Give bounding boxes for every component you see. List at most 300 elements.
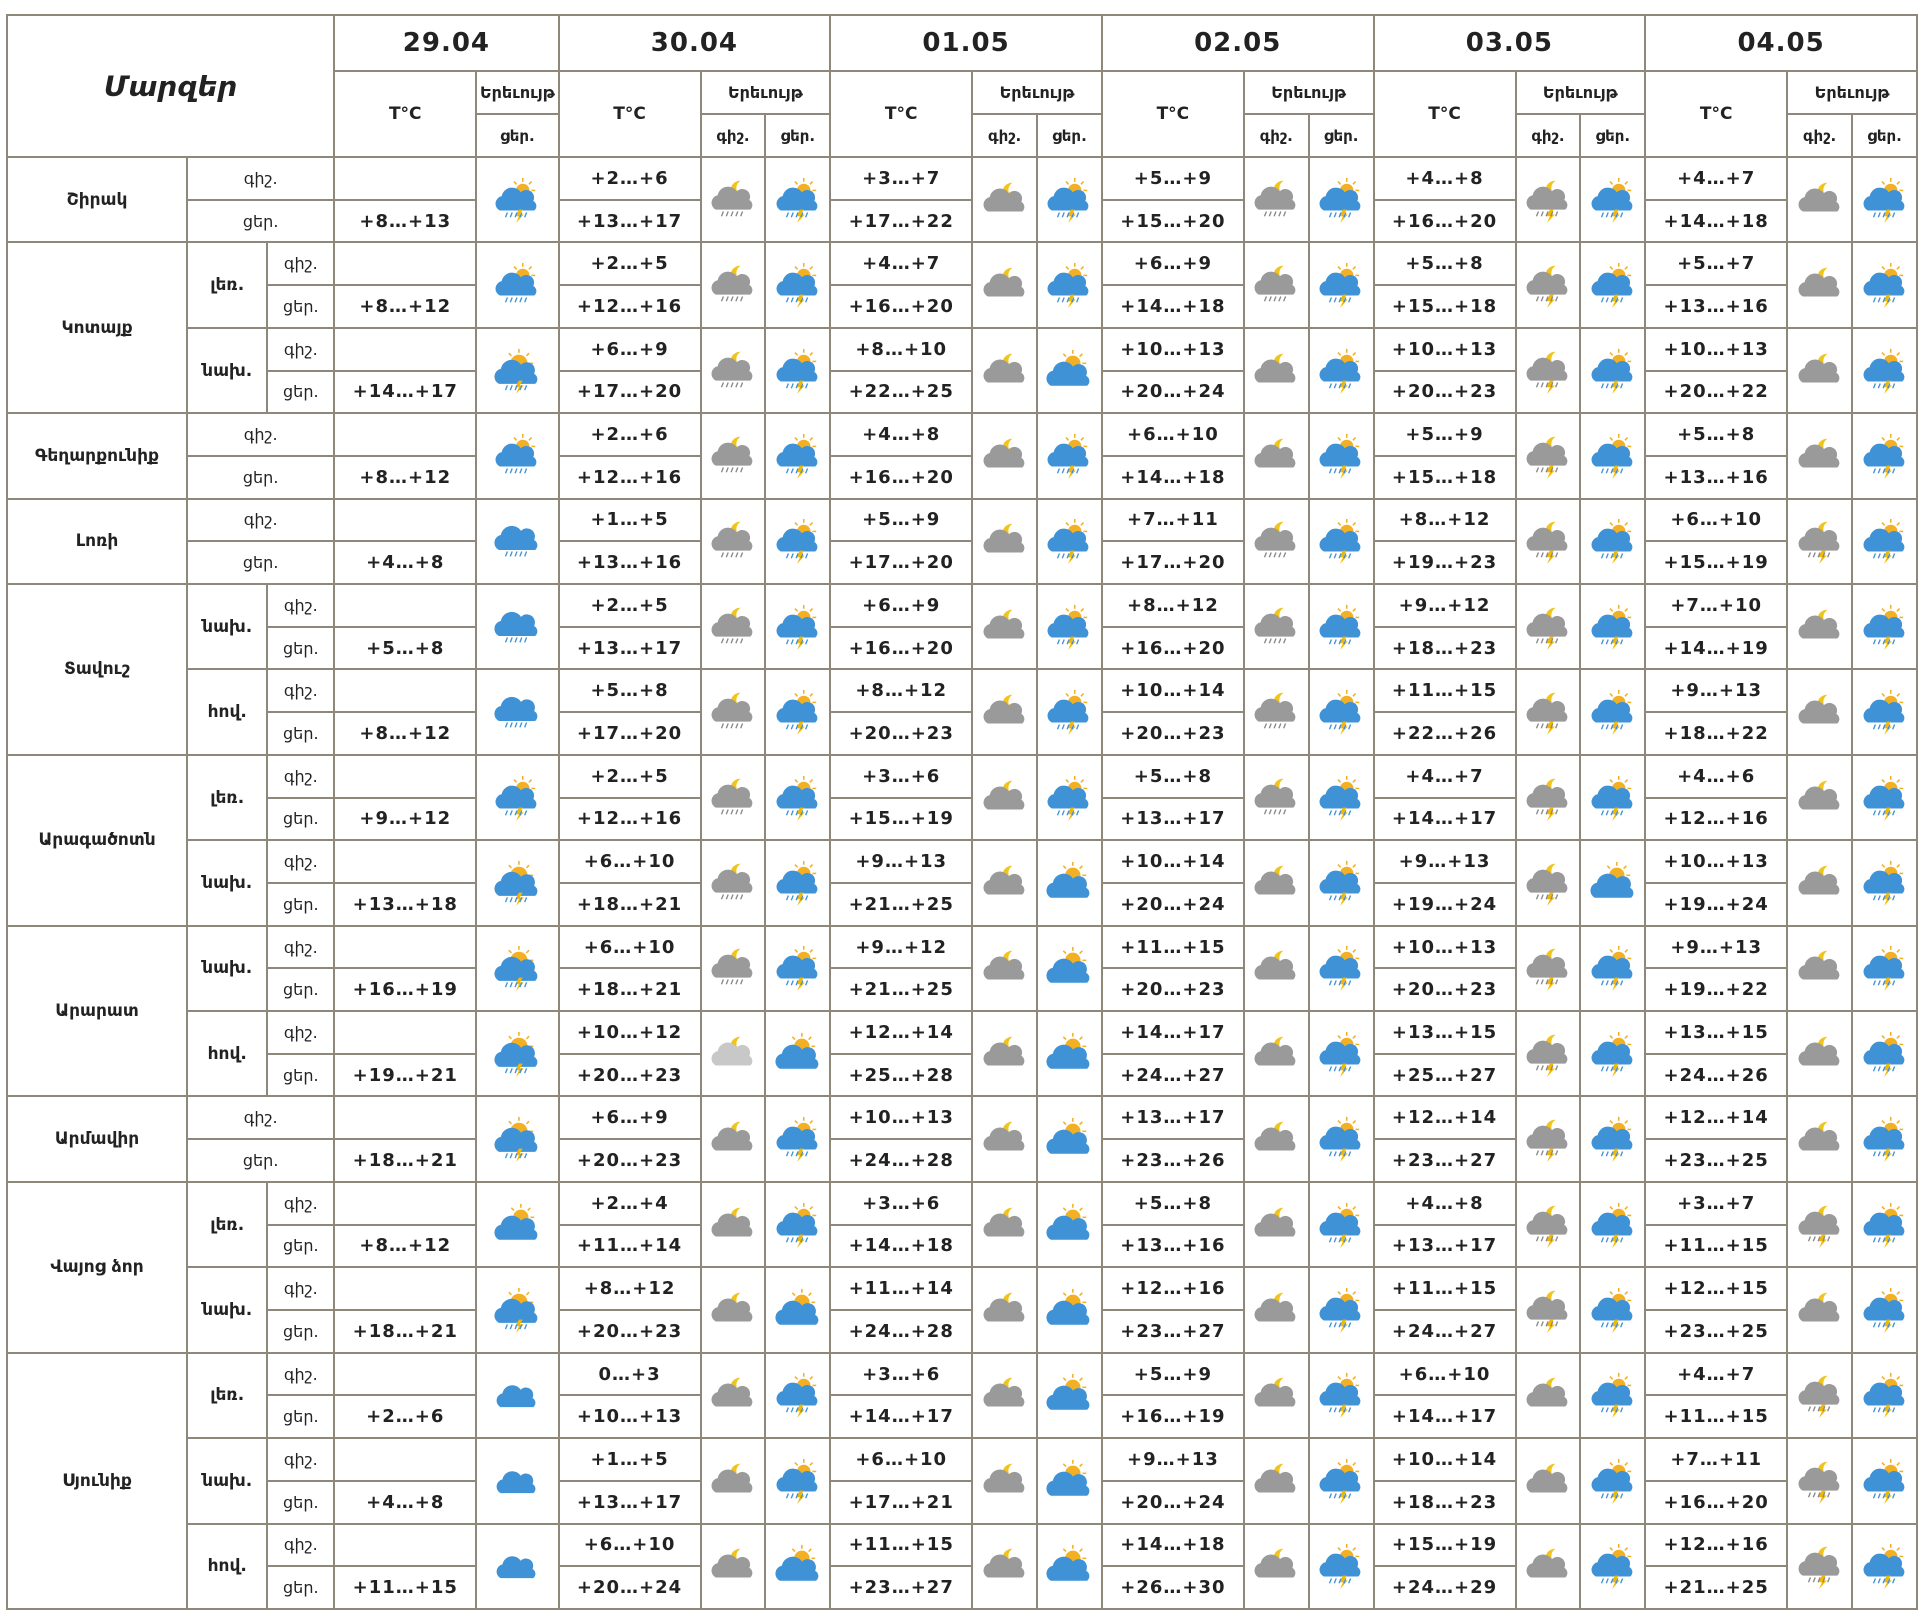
sun-cloud-storm-icon [766, 348, 829, 394]
day-weather [765, 669, 830, 754]
sun-cloud-storm-icon [1853, 775, 1916, 821]
day-weather [1852, 1438, 1917, 1523]
day-weather [1309, 157, 1374, 242]
night-temp: +9…+12 [830, 926, 972, 969]
sun-cloud-storm-icon [1853, 1458, 1916, 1504]
moon-cloud-storm-icon [1517, 604, 1580, 650]
day-weather [1309, 1524, 1374, 1610]
sun-cloud-storm-icon [1038, 177, 1101, 223]
table-row [7, 1353, 1917, 1396]
day-temp: +24…+27 [1374, 1310, 1516, 1353]
night-temp: +5…+9 [1102, 157, 1244, 200]
day-weather [1037, 242, 1102, 327]
day-label: ցեր. [267, 285, 334, 328]
night-weather [1516, 1267, 1581, 1352]
day-weather [1309, 926, 1374, 1011]
day-temp: +14…+17 [1374, 1395, 1516, 1438]
day-weather [1037, 413, 1102, 498]
day-weather [1580, 413, 1645, 498]
night-label: գիշ. [267, 755, 334, 798]
moon-cloud-storm-icon [1788, 1543, 1851, 1589]
moon-cloud-icon [1245, 1202, 1308, 1248]
night-temp [334, 755, 476, 798]
day-temp: +14…+18 [1102, 456, 1244, 499]
day-label: ցեր. [187, 1139, 334, 1182]
sun-cloud-blue-icon [1038, 860, 1101, 906]
moon-cloud-storm-icon [1517, 1202, 1580, 1248]
night-subheader: գիշ. [701, 114, 766, 157]
day-temp: +14…+17 [334, 371, 476, 414]
night-temp: +8…+10 [830, 328, 972, 371]
day-temp: +20…+24 [1102, 371, 1244, 414]
table-row [7, 669, 1917, 712]
day-temp: +4…+8 [334, 541, 476, 584]
day-weather [1309, 413, 1374, 498]
day-temp: +16…+19 [334, 968, 476, 1011]
moon-cloud-icon [973, 433, 1036, 479]
day-temp: +23…+25 [1645, 1139, 1787, 1182]
sun-cloud-blue-icon [1038, 945, 1101, 991]
sun-cloud-storm-icon [1310, 1031, 1373, 1077]
night-weather [1787, 499, 1852, 584]
day-temp: +17…+20 [830, 541, 972, 584]
subregion-label: լեռ. [187, 755, 267, 840]
night-weather [1787, 1524, 1852, 1610]
day-temp: +14…+18 [830, 1225, 972, 1268]
day-temp: +12…+16 [559, 798, 701, 841]
night-weather [1516, 328, 1581, 413]
day-temp: +20…+23 [559, 1310, 701, 1353]
table-row [7, 1524, 1917, 1567]
night-label: գիշ. [187, 157, 334, 200]
moon-cloud-storm-icon [1788, 518, 1851, 564]
temp-header: T°C [830, 71, 972, 157]
moon-cloud-icon [1245, 433, 1308, 479]
night-weather [1244, 584, 1309, 669]
night-label: գիշ. [267, 926, 334, 969]
moon-cloud-icon [1517, 1458, 1580, 1504]
moon-cloud-rain-icon [702, 945, 765, 991]
moon-cloud-storm-icon [1517, 1031, 1580, 1077]
sun-cloud-storm-icon [1581, 348, 1644, 394]
moon-cloud-rain-icon [702, 775, 765, 821]
moon-cloud-storm-icon [1517, 775, 1580, 821]
sun-cloud-blue-icon [1038, 1031, 1101, 1077]
moon-cloud-storm-icon [1517, 177, 1580, 223]
day-weather [765, 1011, 830, 1096]
sun-cloud-storm-icon [766, 689, 829, 735]
night-temp [334, 1011, 476, 1054]
header-row-dates [7, 15, 1917, 71]
night-temp [334, 1096, 476, 1139]
day-temp: +8…+12 [334, 712, 476, 755]
night-temp: +3…+7 [1645, 1182, 1787, 1225]
table-row [7, 1438, 1917, 1481]
day-temp: +13…+17 [1374, 1225, 1516, 1268]
day-temp: +9…+12 [334, 798, 476, 841]
moon-cloud-icon [973, 262, 1036, 308]
table-row [7, 413, 1917, 456]
night-weather [1787, 584, 1852, 669]
day-temp: +19…+23 [1374, 541, 1516, 584]
night-weather [1516, 157, 1581, 242]
moon-cloud-icon [973, 518, 1036, 564]
sun-cloud-storm-wide-icon [477, 1116, 557, 1162]
day-temp: +11…+15 [1645, 1395, 1787, 1438]
night-temp: +6…+9 [559, 1096, 701, 1139]
day-weather [1309, 669, 1374, 754]
night-temp: +5…+7 [1645, 242, 1787, 285]
cloud-blue-icon [477, 1458, 557, 1504]
table-row [7, 1011, 1917, 1054]
day-weather [1037, 926, 1102, 1011]
day-temp: +20…+23 [830, 712, 972, 755]
night-weather [701, 157, 766, 242]
sun-cloud-storm-icon [766, 945, 829, 991]
day-temp: +22…+26 [1374, 712, 1516, 755]
day-weather [476, 1267, 558, 1352]
day-weather [1852, 1353, 1917, 1438]
night-temp [334, 1438, 476, 1481]
moon-cloud-rain-icon [702, 262, 765, 308]
sun-cloud-storm-wide-icon [477, 1031, 557, 1077]
sun-cloud-rain-icon [477, 262, 557, 308]
day-subheader: ցեր. [765, 114, 830, 157]
subregion-label: նախ. [187, 926, 267, 1011]
day-weather [476, 926, 558, 1011]
day-temp: +20…+23 [1374, 371, 1516, 414]
night-temp: +10…+14 [1374, 1438, 1516, 1481]
night-temp: +9…+13 [1645, 669, 1787, 712]
sun-cloud-storm-icon [1853, 348, 1916, 394]
moon-cloud-icon [1788, 1116, 1851, 1162]
night-temp: +9…+13 [1645, 926, 1787, 969]
night-weather [701, 840, 766, 925]
night-temp [334, 1524, 476, 1567]
moon-cloud-rain-icon [1245, 262, 1308, 308]
sun-cloud-blue-icon [1038, 1116, 1101, 1162]
moon-cloud-icon [973, 348, 1036, 394]
night-temp: +12…+14 [1645, 1096, 1787, 1139]
moon-cloud-icon [973, 689, 1036, 735]
night-weather [972, 242, 1037, 327]
phenomenon-header: Երեւույթ [701, 71, 831, 114]
sun-cloud-blue-icon [766, 1543, 829, 1589]
day-temp: +20…+24 [1102, 883, 1244, 926]
day-weather [1037, 328, 1102, 413]
night-temp: +4…+7 [1374, 755, 1516, 798]
moon-cloud-icon [1245, 1116, 1308, 1162]
day-weather [1580, 157, 1645, 242]
night-temp [334, 499, 476, 542]
night-label: գիշ. [187, 499, 334, 542]
day-temp: +22…+25 [830, 371, 972, 414]
sun-cloud-blue-icon [766, 1287, 829, 1333]
night-weather [972, 1524, 1037, 1610]
day-weather [765, 926, 830, 1011]
table-row [7, 157, 1917, 200]
day-weather [1852, 157, 1917, 242]
day-weather [1852, 584, 1917, 669]
sun-cloud-storm-icon [1310, 1202, 1373, 1248]
day-weather [1852, 1182, 1917, 1267]
night-weather [1244, 840, 1309, 925]
day-label: ցեր. [187, 200, 334, 243]
day-temp: +20…+24 [1102, 1481, 1244, 1524]
night-temp: +12…+15 [1645, 1267, 1787, 1310]
day-label: ցեր. [267, 968, 334, 1011]
night-label: գիշ. [187, 1096, 334, 1139]
night-weather [1516, 1096, 1581, 1181]
night-weather [972, 1267, 1037, 1352]
night-weather [1516, 499, 1581, 584]
night-temp: +5…+8 [1374, 242, 1516, 285]
night-temp [334, 926, 476, 969]
night-label: գիշ. [267, 1182, 334, 1225]
day-weather [1852, 499, 1917, 584]
moon-cloud-storm-icon [1517, 348, 1580, 394]
sun-cloud-storm-icon [1310, 860, 1373, 906]
sun-cloud-blue-icon [1581, 860, 1644, 906]
day-temp: +18…+21 [559, 883, 701, 926]
night-temp: +6…+10 [1645, 499, 1787, 542]
night-weather [972, 669, 1037, 754]
night-temp: +2…+5 [559, 755, 701, 798]
moon-cloud-storm-icon [1788, 1458, 1851, 1504]
night-weather [701, 584, 766, 669]
table-row [7, 584, 1917, 627]
night-temp: +9…+13 [830, 840, 972, 883]
night-weather [1516, 1353, 1581, 1438]
moon-cloud-storm-icon [1517, 518, 1580, 564]
night-weather [1244, 499, 1309, 584]
moon-cloud-icon [973, 1202, 1036, 1248]
day-temp: +11…+14 [559, 1225, 701, 1268]
day-weather [1580, 669, 1645, 754]
day-temp: +20…+23 [1102, 712, 1244, 755]
region-name: Արմավիր [7, 1096, 187, 1181]
night-temp: +7…+11 [1102, 499, 1244, 542]
night-weather [1787, 1353, 1852, 1438]
night-weather [972, 755, 1037, 840]
night-temp: +4…+7 [830, 242, 972, 285]
day-temp: +13…+18 [334, 883, 476, 926]
day-temp: +14…+17 [1374, 798, 1516, 841]
day-temp: +4…+8 [334, 1481, 476, 1524]
night-temp: +5…+9 [1374, 413, 1516, 456]
date-header: 04.05 [1645, 15, 1917, 71]
night-temp: +5…+8 [559, 669, 701, 712]
night-temp: +6…+10 [559, 840, 701, 883]
day-weather [1852, 328, 1917, 413]
night-temp: +10…+13 [1374, 926, 1516, 969]
night-weather [1244, 413, 1309, 498]
moon-cloud-rain-icon [1245, 177, 1308, 223]
night-weather [972, 499, 1037, 584]
sun-cloud-storm-icon [1038, 518, 1101, 564]
night-weather [1516, 755, 1581, 840]
night-weather [1244, 1096, 1309, 1181]
night-temp: +10…+13 [1645, 840, 1787, 883]
day-weather [1580, 1096, 1645, 1181]
moon-cloud-icon [1788, 1031, 1851, 1077]
moon-cloud-storm-icon [1517, 1287, 1580, 1333]
moon-cloud-icon [1788, 433, 1851, 479]
day-temp: +18…+21 [334, 1139, 476, 1182]
subregion-label: նախ. [187, 1267, 267, 1352]
day-temp: +20…+23 [1102, 968, 1244, 1011]
night-weather [1516, 1524, 1581, 1610]
sun-cloud-storm-icon [1310, 348, 1373, 394]
night-weather [972, 1096, 1037, 1181]
sun-cloud-blue-icon [1038, 1202, 1101, 1248]
sun-cloud-storm-icon [1581, 1202, 1644, 1248]
day-weather [1309, 1182, 1374, 1267]
night-temp [334, 328, 476, 371]
table-row [7, 1096, 1917, 1139]
day-temp: +12…+16 [559, 285, 701, 328]
date-header: 02.05 [1102, 15, 1374, 71]
subregion-label: հով. [187, 1524, 267, 1610]
night-temp: +11…+15 [830, 1524, 972, 1567]
day-label: ցեր. [267, 883, 334, 926]
night-label: գիշ. [267, 1438, 334, 1481]
day-weather [1037, 1267, 1102, 1352]
day-temp: +23…+27 [830, 1566, 972, 1609]
day-temp: +15…+18 [1374, 285, 1516, 328]
day-label: ցեր. [267, 712, 334, 755]
day-weather [765, 1096, 830, 1181]
night-weather [972, 1353, 1037, 1438]
day-weather [1037, 157, 1102, 242]
subregion-label: նախ. [187, 840, 267, 925]
sun-cloud-storm-icon [477, 177, 557, 223]
day-weather [765, 584, 830, 669]
night-subheader: գիշ. [1244, 114, 1309, 157]
moon-cloud-icon [702, 1458, 765, 1504]
subregion-label: լեռ. [187, 1182, 267, 1267]
day-weather [476, 157, 558, 242]
sun-cloud-storm-icon [1581, 1287, 1644, 1333]
sun-cloud-storm-icon [1310, 1458, 1373, 1504]
subregion-label: հով. [187, 669, 267, 754]
night-temp: +8…+12 [559, 1267, 701, 1310]
sun-cloud-storm-icon [1853, 1372, 1916, 1418]
sun-cloud-storm-wide-icon [477, 348, 557, 394]
day-temp: +13…+17 [1102, 798, 1244, 841]
moon-cloud-icon [702, 1543, 765, 1589]
night-weather [1516, 840, 1581, 925]
sun-cloud-storm-icon [1038, 262, 1101, 308]
night-temp: +6…+10 [1102, 413, 1244, 456]
table-row [7, 242, 1917, 285]
night-temp: +10…+13 [1102, 328, 1244, 371]
night-label: գիշ. [267, 1353, 334, 1396]
table-row [7, 328, 1917, 371]
day-subheader: ցեր. [1037, 114, 1102, 157]
day-temp: +18…+23 [1374, 1481, 1516, 1524]
moon-cloud-icon [1788, 945, 1851, 991]
day-weather [765, 1438, 830, 1523]
phenomenon-header: Երեւույթ [1516, 71, 1646, 114]
night-temp: +10…+13 [1645, 328, 1787, 371]
night-temp [334, 584, 476, 627]
day-weather [1037, 669, 1102, 754]
day-weather [1309, 242, 1374, 327]
day-weather [476, 1096, 558, 1181]
night-temp: +12…+16 [1102, 1267, 1244, 1310]
day-temp: +13…+17 [559, 200, 701, 243]
moon-cloud-storm-icon [1517, 689, 1580, 735]
day-weather [765, 328, 830, 413]
moon-cloud-icon [702, 1202, 765, 1248]
night-weather [701, 1182, 766, 1267]
day-weather [476, 1182, 558, 1267]
cloud-rain-blue-icon [477, 604, 557, 650]
temp-header: T°C [559, 71, 701, 157]
day-temp: +19…+24 [1374, 883, 1516, 926]
day-weather [1852, 1267, 1917, 1352]
day-weather [765, 413, 830, 498]
day-weather [1309, 755, 1374, 840]
moon-cloud-rain-icon [1245, 689, 1308, 735]
night-weather [1244, 755, 1309, 840]
day-weather [1580, 584, 1645, 669]
night-temp: +4…+7 [1645, 157, 1787, 200]
moon-cloud-icon [1245, 1031, 1308, 1077]
night-temp: +4…+8 [1374, 157, 1516, 200]
day-temp: +24…+27 [1102, 1054, 1244, 1097]
sun-cloud-storm-icon [1853, 604, 1916, 650]
sun-cloud-storm-icon [766, 775, 829, 821]
day-weather [1580, 1524, 1645, 1610]
day-weather [1852, 669, 1917, 754]
day-temp: +19…+21 [334, 1054, 476, 1097]
day-temp: +21…+25 [1645, 1566, 1787, 1609]
night-temp: +13…+15 [1645, 1011, 1787, 1054]
forecast-table [6, 14, 1918, 1610]
sun-cloud-storm-icon [1581, 518, 1644, 564]
day-temp: +20…+23 [559, 1139, 701, 1182]
sun-cloud-storm-icon [1853, 1287, 1916, 1333]
moon-cloud-icon [973, 860, 1036, 906]
night-temp: +5…+8 [1645, 413, 1787, 456]
moon-cloud-icon [973, 1287, 1036, 1333]
sun-cloud-storm-icon [766, 433, 829, 479]
night-subheader: գիշ. [1787, 114, 1852, 157]
sun-cloud-storm-icon [1853, 860, 1916, 906]
day-temp: +17…+21 [830, 1481, 972, 1524]
temp-header: T°C [1374, 71, 1516, 157]
day-weather [1309, 328, 1374, 413]
sun-cloud-storm-icon [1310, 518, 1373, 564]
day-subheader: ցեր. [1852, 114, 1917, 157]
table-row [7, 1267, 1917, 1310]
region-name: Տավուշ [7, 584, 187, 755]
subregion-label: նախ. [187, 584, 267, 669]
night-temp [334, 1182, 476, 1225]
day-weather [1309, 1353, 1374, 1438]
sun-cloud-storm-icon [1310, 689, 1373, 735]
day-temp: +23…+27 [1374, 1139, 1516, 1182]
day-weather [1580, 1182, 1645, 1267]
day-weather [1580, 328, 1645, 413]
day-weather [1580, 242, 1645, 327]
moon-cloud-icon [973, 604, 1036, 650]
cloud-rain-blue-icon [477, 518, 557, 564]
day-temp: +8…+12 [334, 285, 476, 328]
day-label: ցեր. [267, 798, 334, 841]
